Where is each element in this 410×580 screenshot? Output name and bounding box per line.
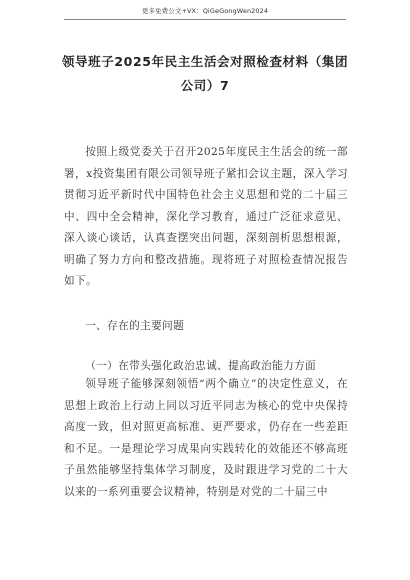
header-note: 更多免费公文+VX：QiGeGongWen2024 [141,7,269,15]
intro-paragraph: 按照上级党委关于召开2025年度民主生活会的统一部署，x投资集团有限公司领导班子紧扣会议主题，深入学习贯彻习近平新时代中国特色社会主义思想和党的二十届三中、四中全会精神，深化学习教育，通过广泛征求意见、深入谈心谈话，认真查摆突出问题，深刻剖析思想根源，明确了努力方向和整改措施。现将班子对照检查情况报告如下。 [64,146,348,287]
section-heading: 一、存在的主要问题 [85,320,185,332]
header-divider [64,19,346,20]
subsection-heading: （一）在带头强化政治忠诚、提高政治能力方面 [85,360,317,372]
document-title: 领导班子2025年民主生活会对照检查材料（集团公司）7 [61,54,349,93]
body-paragraph: 领导班子能够深刻领悟“两个确立”的决定性意义，在思想上政治上行动上同以习近平同志为核心的党中央保持高度一致，但对照更高标准、更严要求，仍存在一些差距和不足。一是理论学习成果向实践转化的效能还不够高班子虽然能够坚持集体学习制度，及时跟进学习党的二十大以来的一系列重要会议精神，特别是对党的二十届三中 [64,378,348,498]
